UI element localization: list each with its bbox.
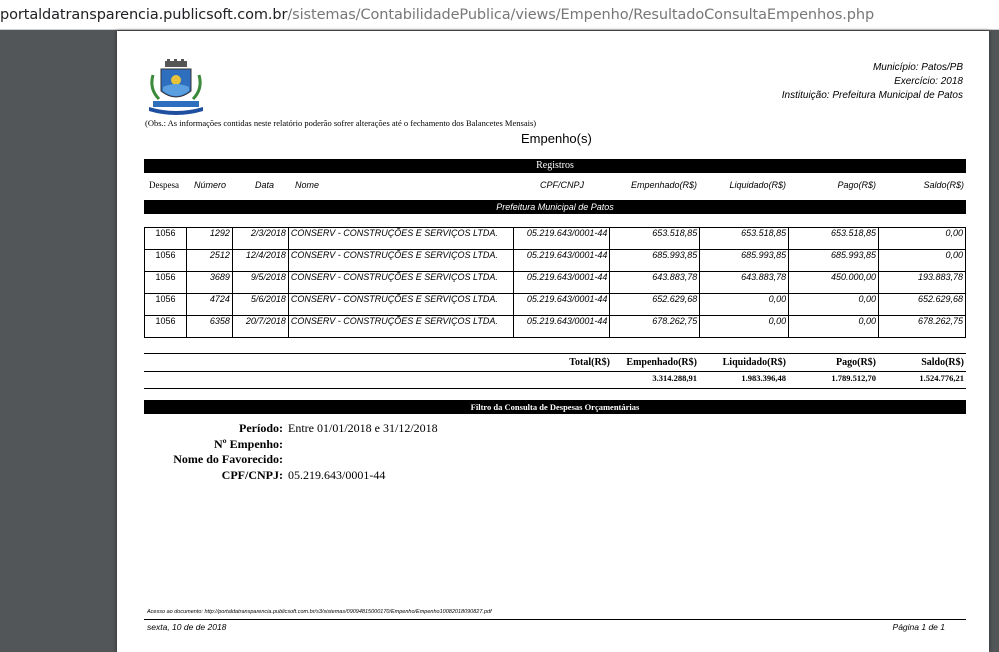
cell-numero: 1292 — [186, 228, 232, 250]
cell-liquidado: 653.518,85 — [700, 228, 789, 250]
cell-nome: CONSERV - CONSTRUÇÕES E SERVIÇOS LTDA. — [288, 228, 514, 250]
cell-nome: CONSERV - CONSTRUÇÕES E SERVIÇOS LTDA. — [288, 250, 514, 272]
cell-data: 5/6/2018 — [232, 294, 288, 316]
cpf-value: 05.219.643/0001-44 — [288, 467, 386, 482]
column-headers — [144, 180, 966, 192]
cell-empenhado: 678.262,75 — [610, 316, 700, 338]
cell-cpf: 05.219.643/0001-44 — [514, 294, 610, 316]
total-saldo-value: 1.524.776,21 — [919, 373, 964, 383]
cell-empenhado: 653.518,85 — [610, 228, 700, 250]
group-bar — [144, 200, 966, 214]
filter-bar — [144, 400, 966, 414]
municipio-text: Município: Patos/PB — [872, 62, 963, 73]
cell-data: 12/4/2018 — [232, 250, 288, 272]
cell-numero: 3689 — [186, 272, 232, 294]
total-liquidado-value: 1.983.396,48 — [741, 373, 786, 383]
totals-mid-rule — [144, 371, 966, 372]
cell-pago: 450.000,00 — [789, 272, 879, 294]
col-empenhado: Empenhado(R$) — [630, 180, 697, 190]
total-label: Total(R$) — [569, 357, 610, 368]
filter-periodo — [144, 421, 644, 437]
cell-liquidado: 0,00 — [700, 294, 789, 316]
total-saldo-label: Saldo(R$) — [921, 357, 964, 368]
filter-cpf — [144, 468, 644, 484]
table-row — [145, 250, 966, 272]
cell-liquidado: 643.883,78 — [700, 272, 789, 294]
cell-saldo: 652.629,68 — [879, 294, 966, 316]
cell-empenhado: 652.629,68 — [610, 294, 700, 316]
url-host: portaldatransparencia.publicsoft.com.br — [0, 7, 288, 23]
cell-cpf: 05.219.643/0001-44 — [514, 316, 610, 338]
group-label: Prefeitura Municipal de Patos — [496, 202, 614, 212]
cell-nome: CONSERV - CONSTRUÇÕES E SERVIÇOS LTDA. — [288, 294, 514, 316]
cell-despesa: 1056 — [145, 250, 187, 272]
table-row — [145, 228, 966, 250]
cell-despesa: 1056 — [145, 272, 187, 294]
total-liquidado-label: Liquidado(R$) — [722, 357, 786, 368]
report-title: Empenho(s) — [521, 131, 592, 146]
cell-numero: 2512 — [186, 250, 232, 272]
footer-date: sexta, 10 de de 2018 — [147, 622, 227, 632]
empenhos-table — [144, 227, 966, 338]
cell-nome: CONSERV - CONSTRUÇÕES E SERVIÇOS LTDA. — [288, 316, 514, 338]
cell-pago: 685.993,85 — [789, 250, 879, 272]
totals-top-rule — [144, 353, 966, 354]
periodo-value: Entre 01/01/2018 e 31/12/2018 — [288, 421, 438, 435]
url-path: /sistemas/ContabilidadePublica/views/Empenho/ResultadoConsultaEmpenhos.php — [287, 7, 875, 23]
registros-label: Registros — [536, 160, 574, 171]
totals-bottom-rule — [144, 388, 966, 389]
report-header-info — [782, 61, 963, 103]
cell-liquidado: 685.993,85 — [700, 250, 789, 272]
filter-title: Filtro da Consulta de Despesas Orçamentárias — [470, 402, 640, 412]
coat-of-arms-icon — [145, 59, 207, 117]
filter-details — [144, 421, 644, 483]
col-cpf: CPF/CNPJ — [540, 180, 585, 190]
col-despesa: Despesa — [149, 180, 179, 190]
address-bar[interactable] — [0, 0, 999, 30]
col-pago: Pago(R$) — [837, 180, 876, 190]
cell-saldo: 193.883,78 — [879, 272, 966, 294]
cell-data: 9/5/2018 — [232, 272, 288, 294]
favorecido-label: Nome do Favorecido: — [173, 452, 283, 466]
total-empenhado-label: Empenhado(R$) — [626, 357, 697, 368]
cell-data: 20/7/2018 — [232, 316, 288, 338]
empenho-label: Nº Empenho: — [214, 436, 283, 451]
filter-empenho — [144, 437, 644, 453]
cell-cpf: 05.219.643/0001-44 — [514, 250, 610, 272]
table-row — [145, 272, 966, 294]
cell-nome: CONSERV - CONSTRUÇÕES E SERVIÇOS LTDA. — [288, 272, 514, 294]
cell-pago: 0,00 — [789, 316, 879, 338]
cpf-label: CPF/CNPJ: — [221, 467, 283, 482]
cell-pago: 653.518,85 — [789, 228, 879, 250]
cell-despesa: 1056 — [145, 294, 187, 316]
cell-despesa: 1056 — [145, 316, 187, 338]
totals-values — [144, 373, 966, 385]
cell-cpf: 05.219.643/0001-44 — [514, 228, 610, 250]
cell-saldo: 0,00 — [879, 250, 966, 272]
footer-page-number: Página 1 de 1 — [892, 622, 945, 632]
cell-numero: 6358 — [186, 316, 232, 338]
registros-bar — [144, 159, 966, 173]
cell-empenhado: 685.993,85 — [610, 250, 700, 272]
col-saldo: Saldo(R$) — [923, 180, 964, 190]
filter-favorecido — [144, 452, 644, 468]
totals-labels — [144, 357, 966, 369]
table-row — [145, 316, 966, 338]
cell-cpf: 05.219.643/0001-44 — [514, 272, 610, 294]
cell-despesa: 1056 — [145, 228, 187, 250]
periodo-label: Período: — [239, 421, 283, 435]
footer-access-link[interactable]: Acesso ao documento: http://portaldatransparencia.publicsoft.com.br/s3/sistemas/09094815000170/Empenho/Empenho10082018090827.pdf — [147, 609, 492, 615]
total-pago-value: 1.789.512,70 — [831, 373, 876, 383]
footer-rule — [144, 619, 966, 620]
pdf-page — [117, 31, 989, 652]
cell-pago: 0,00 — [789, 294, 879, 316]
cell-data: 2/3/2018 — [232, 228, 288, 250]
total-pago-label: Pago(R$) — [836, 357, 876, 368]
cell-liquidado: 0,00 — [700, 316, 789, 338]
col-numero: Número — [194, 180, 227, 190]
cell-saldo: 0,00 — [879, 228, 966, 250]
col-liquidado: Liquidado(R$) — [729, 180, 786, 190]
url-text[interactable] — [0, 7, 874, 23]
cell-numero: 4724 — [186, 294, 232, 316]
total-empenhado-value: 3.314.288,91 — [652, 373, 697, 383]
col-nome: Nome — [295, 180, 320, 190]
instituicao-text: Instituição: Prefeitura Municipal de Patos — [781, 90, 963, 101]
obs-text: (Obs.: As informações contidas neste relatório poderão sofrer alterações até o fechamento dos Balancetes Mensais) — [145, 118, 537, 128]
exercicio-text: Exercício: 2018 — [894, 76, 963, 87]
table-row — [145, 294, 966, 316]
cell-empenhado: 643.883,78 — [610, 272, 700, 294]
col-data: Data — [255, 180, 275, 190]
cell-saldo: 678.262,75 — [879, 316, 966, 338]
